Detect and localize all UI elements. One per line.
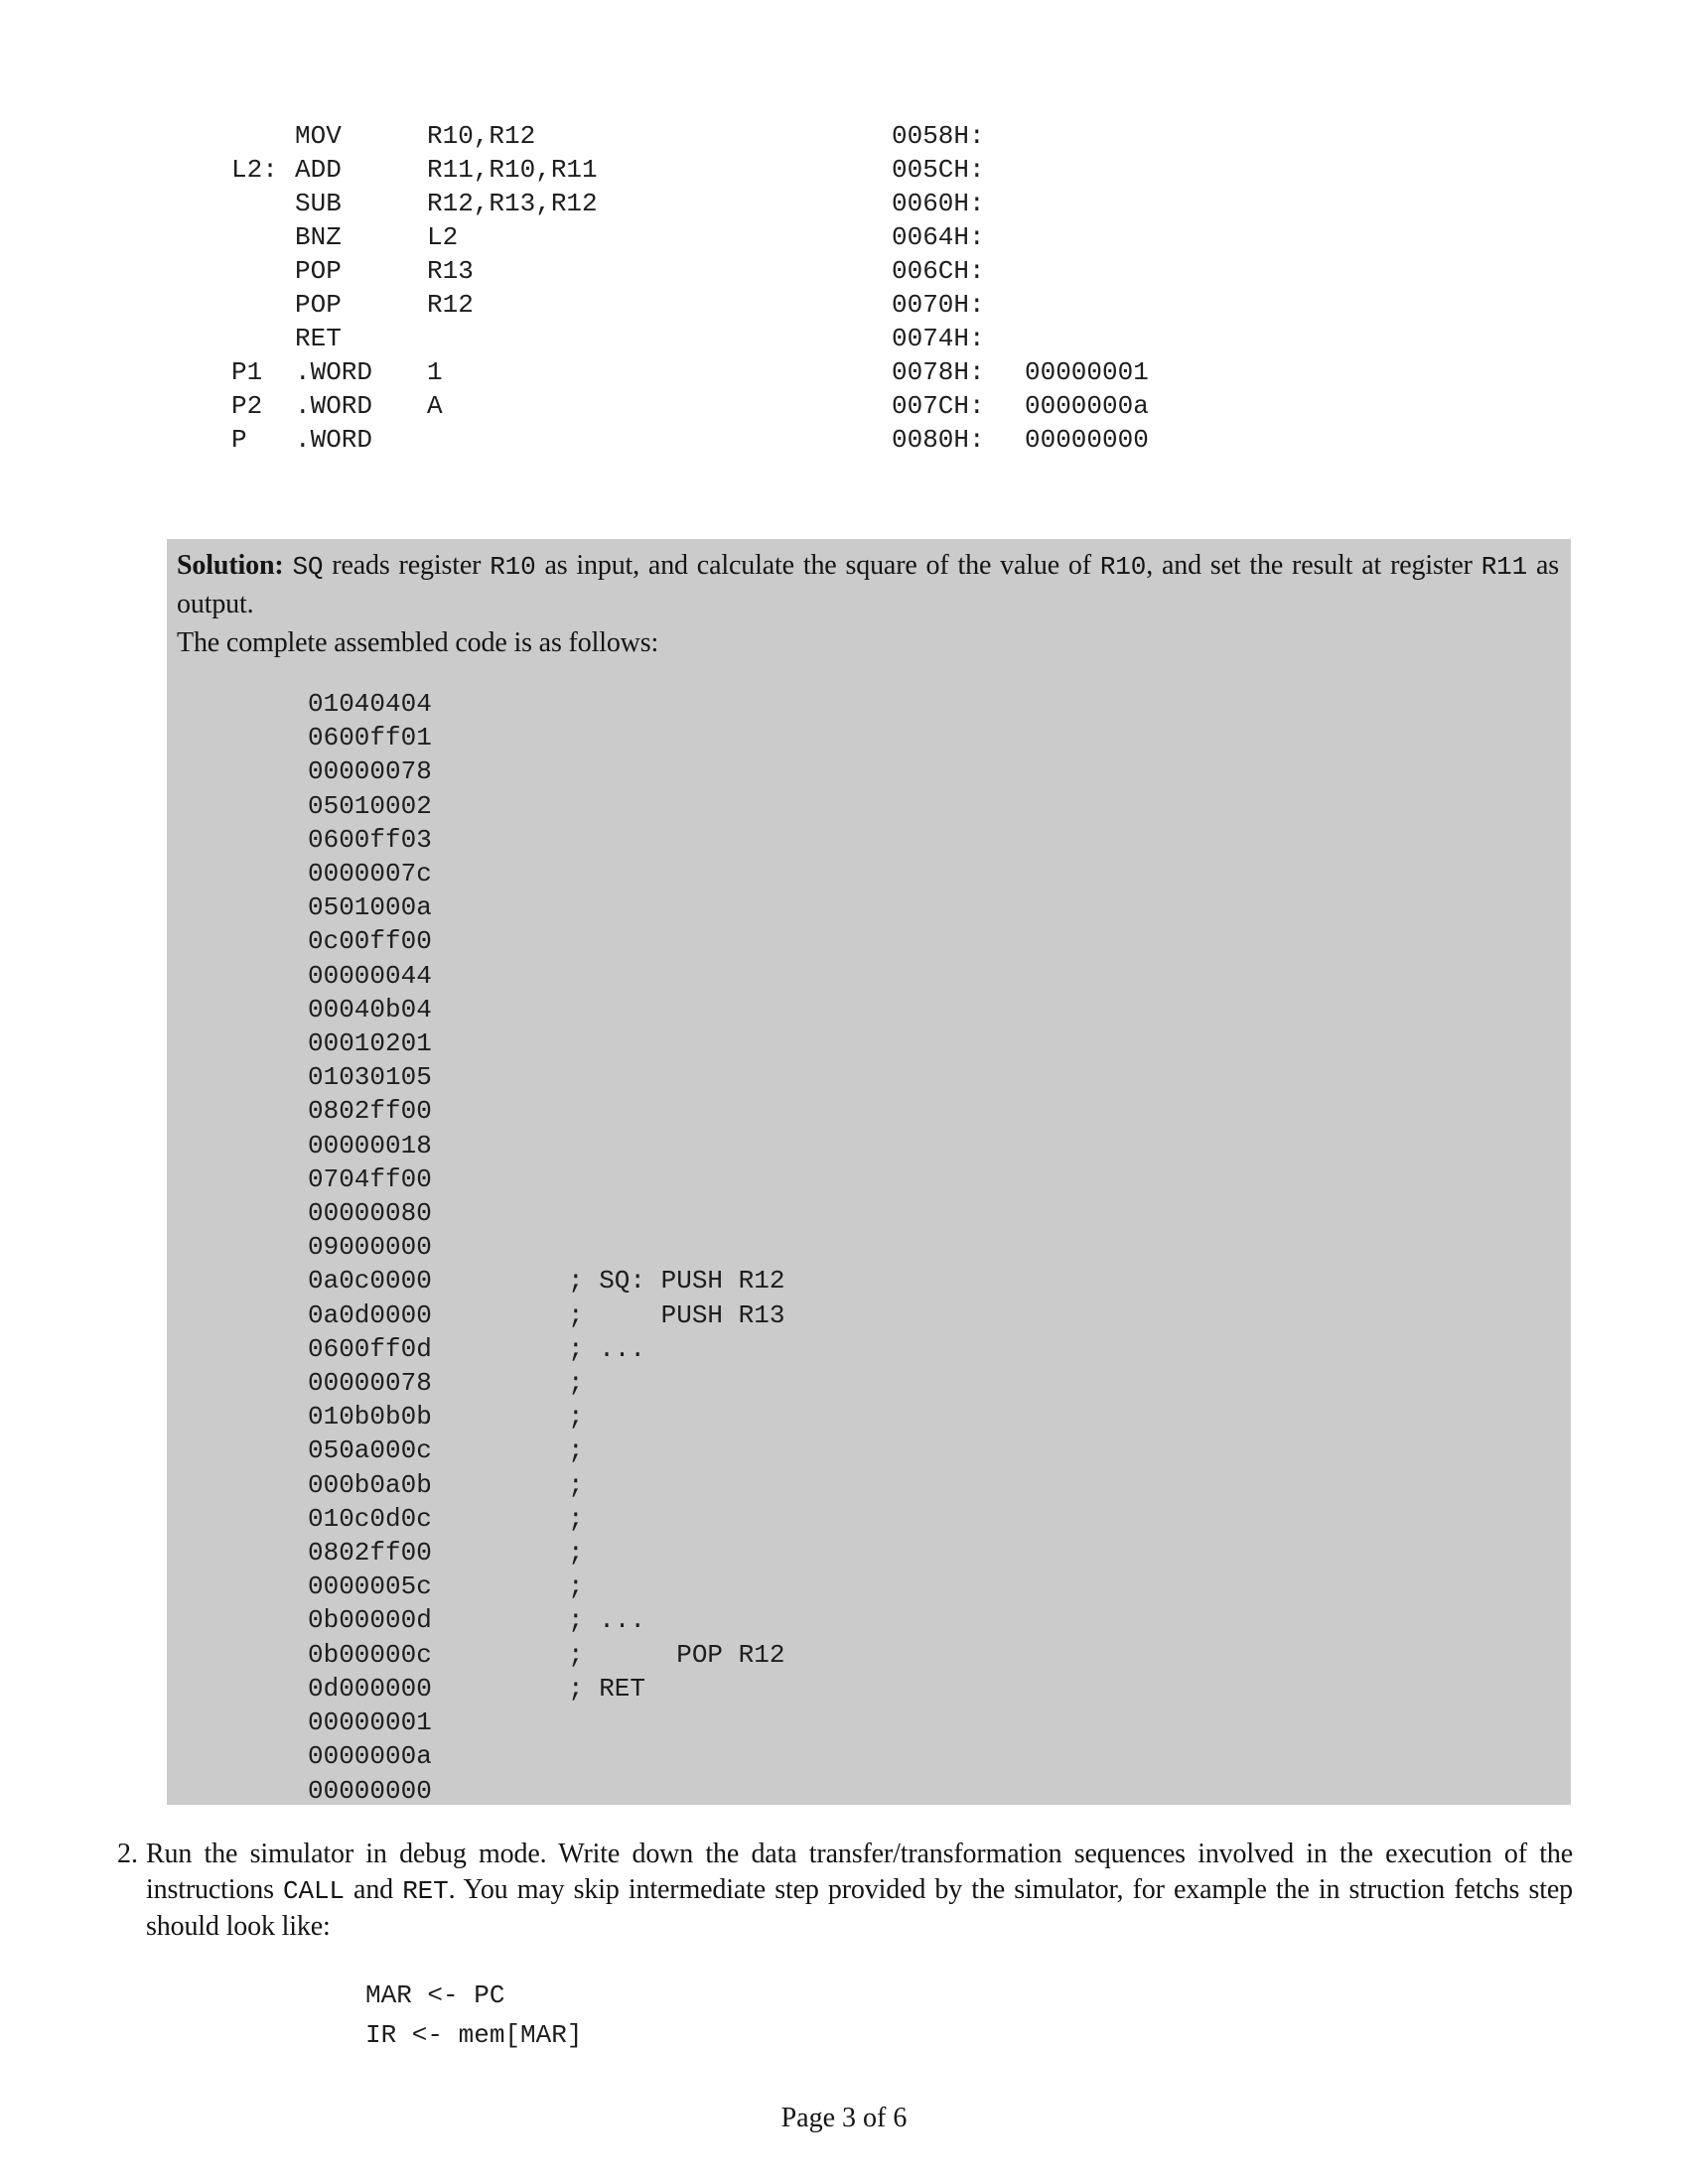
text-run: reads register [323, 550, 491, 581]
text-run: , and set the result at register [1146, 550, 1481, 581]
fetch-code-line: MAR <- PC [365, 1980, 505, 2010]
machine-code-word: 00000001 [308, 1707, 432, 1738]
asm-value: 00000001 [1025, 357, 1149, 387]
machine-code-line [308, 1026, 1559, 1060]
asm-opcode: .WORD [295, 391, 373, 421]
machine-code-word: 010c0d0c [308, 1503, 432, 1534]
assembly-listing [231, 119, 1149, 457]
asm-row [231, 254, 1149, 288]
asm-address: 005CH: [892, 155, 985, 185]
asm-address: 0064H: [892, 222, 985, 252]
machine-code-word: 0000000a [308, 1741, 432, 1772]
page-footer: Page 3 of 6 [780, 2103, 908, 2133]
machine-code-word: 0600ff0d [308, 1333, 432, 1364]
inline-code: R10 [1099, 552, 1147, 582]
asm-address: 0078H: [892, 357, 985, 387]
asm-opcode: POP [295, 290, 342, 320]
machine-code-word: 010b0b0b [308, 1402, 432, 1433]
asm-opcode: MOV [295, 121, 342, 151]
asm-label: L2: [231, 155, 278, 185]
asm-row [231, 220, 1149, 254]
machine-code-line [308, 789, 1559, 823]
asm-value: 00000000 [1025, 425, 1149, 455]
asm-label [231, 288, 295, 322]
asm-operands: R11,R10,R11 [427, 155, 598, 185]
asm-row [231, 389, 1149, 423]
asm-operands [427, 423, 892, 457]
inline-code: RET [402, 1876, 449, 1906]
machine-code-comment: ; ... [568, 1333, 646, 1364]
machine-code-line [308, 1706, 1559, 1739]
machine-code-comment: ; PUSH R13 [568, 1299, 785, 1330]
question-2-number: 2. [117, 1839, 138, 1869]
machine-code-line [308, 1739, 1559, 1773]
machine-code-word: 00000078 [308, 1368, 432, 1399]
asm-row [231, 322, 1149, 355]
asm-opcode: .WORD [295, 357, 373, 387]
asm-operands: 1 [427, 357, 443, 387]
asm-label [231, 187, 295, 220]
asm-label: P1 [231, 357, 263, 387]
machine-code-line [308, 1774, 1559, 1808]
machine-code-line [308, 1638, 1559, 1672]
machine-code-line [308, 1672, 1559, 1706]
machine-code-line [308, 1332, 1559, 1366]
asm-operands: R12 [427, 290, 474, 320]
machine-code-line [308, 1162, 1559, 1196]
asm-value: 0000000a [1025, 391, 1149, 421]
machine-code-word: 00040b04 [308, 994, 432, 1024]
machine-code-word: 0b00000c [308, 1639, 432, 1670]
asm-address: 0080H: [892, 425, 985, 455]
machine-code-word: 0000007c [308, 859, 432, 889]
asm-label [231, 119, 295, 153]
asm-address: 007CH: [892, 391, 985, 421]
machine-code-line [308, 1570, 1559, 1603]
asm-address: 006CH: [892, 256, 985, 286]
machine-code-line [308, 1298, 1559, 1332]
asm-operands: A [427, 391, 443, 421]
machine-code-word: 0a0d0000 [308, 1299, 432, 1330]
asm-row [231, 423, 1149, 457]
asm-operands: R10,R12 [427, 121, 536, 151]
machine-code-line [308, 890, 1559, 924]
fetch-code-line: IR <- mem[MAR] [365, 2020, 583, 2050]
machine-code-line [308, 1264, 1559, 1297]
machine-code-word: 0600ff03 [308, 824, 432, 855]
machine-code-word: 00000018 [308, 1130, 432, 1160]
asm-opcode: SUB [295, 189, 342, 218]
asm-label [231, 254, 295, 288]
inline-code: CALL [283, 1876, 345, 1906]
machine-code-comment: ; [568, 1368, 584, 1399]
machine-code-word: 0704ff00 [308, 1163, 432, 1194]
text-run: Run the simulator in debug mode. Write down the data transfer/transformation sequences involved in the execution of the instructions [146, 1839, 1573, 1905]
machine-code-line [308, 993, 1559, 1026]
asm-label [231, 220, 295, 254]
machine-code-word: 00000080 [308, 1198, 432, 1229]
machine-code-word: 0000005c [308, 1571, 432, 1602]
machine-code-line [308, 1366, 1559, 1400]
text-run: as output. [177, 550, 1560, 619]
asm-operands [427, 322, 892, 355]
asm-opcode: ADD [295, 155, 342, 185]
machine-code-word: 00000078 [308, 756, 432, 787]
machine-code-line [308, 1468, 1559, 1502]
machine-code-comment: ; [568, 1402, 584, 1433]
asm-opcode: BNZ [295, 222, 342, 252]
asm-address: 0074H: [892, 324, 985, 353]
asm-row [231, 119, 1149, 153]
asm-row [231, 187, 1149, 220]
machine-code-comment: ; ... [568, 1605, 646, 1636]
asm-opcode: RET [295, 324, 342, 353]
machine-code-word: 00000000 [308, 1775, 432, 1806]
machine-code-word: 01030105 [308, 1062, 432, 1093]
inline-code: R10 [490, 552, 536, 582]
machine-code-line [308, 1060, 1559, 1094]
machine-code-word: 05010002 [308, 790, 432, 821]
machine-code-comment: ; [568, 1503, 584, 1534]
asm-label: P [231, 425, 247, 455]
solution-paragraph [177, 547, 1559, 622]
solution-intro-line: The complete assembled code is as follows: [177, 627, 659, 658]
fetch-example-code [365, 1976, 582, 2055]
question-2 [117, 1837, 1573, 1945]
machine-code-line [308, 857, 1559, 890]
machine-code-line [308, 823, 1559, 857]
machine-code-comment: ; [568, 1571, 584, 1602]
machine-code-comment: ; SQ: PUSH R12 [568, 1266, 785, 1297]
machine-code-word: 0d000000 [308, 1673, 432, 1704]
inline-code: SQ [292, 552, 324, 582]
asm-operands: R13 [427, 256, 474, 286]
machine-code-word: 00010201 [308, 1028, 432, 1059]
machine-code-line [308, 1400, 1559, 1433]
machine-code-line [308, 1433, 1559, 1467]
machine-code-comment: ; POP R12 [568, 1639, 785, 1670]
machine-code-line [308, 687, 1559, 721]
machine-code-line [308, 1094, 1559, 1128]
machine-code-line [308, 721, 1559, 754]
machine-code-line [308, 1129, 1559, 1162]
asm-label [231, 322, 295, 355]
text-run: as input, and calculate the square of the value of [535, 550, 1100, 581]
machine-code-listing [308, 687, 1559, 1808]
text-run: and [344, 1874, 403, 1905]
machine-code-comment: ; [568, 1435, 584, 1466]
machine-code-word: 01040404 [308, 689, 432, 719]
bold-label: Solution: [177, 550, 284, 581]
machine-code-word: 0802ff00 [308, 1096, 432, 1127]
asm-address: 0060H: [892, 189, 985, 218]
question-2-text [146, 1837, 1573, 1945]
asm-operands: L2 [427, 222, 459, 252]
text-run: . You may skip intermediate step provided by the simulator, for example the in struction fetchs step should look like: [146, 1874, 1573, 1942]
asm-row [231, 288, 1149, 322]
asm-address: 0058H: [892, 121, 985, 151]
asm-address: 0070H: [892, 290, 985, 320]
machine-code-line [308, 754, 1559, 788]
machine-code-word: 000b0a0b [308, 1469, 432, 1500]
machine-code-comment: ; [568, 1469, 584, 1500]
machine-code-word: 00000044 [308, 960, 432, 991]
machine-code-word: 0a0c0000 [308, 1266, 432, 1297]
machine-code-word: 0b00000d [308, 1605, 432, 1636]
machine-code-line [308, 959, 1559, 993]
asm-row [231, 153, 1149, 187]
machine-code-word: 0600ff01 [308, 723, 432, 753]
machine-code-line [308, 1502, 1559, 1536]
asm-opcode: POP [295, 256, 342, 286]
machine-code-line [308, 1196, 1559, 1230]
inline-code: R11 [1480, 552, 1528, 582]
machine-code-word: 050a000c [308, 1435, 432, 1466]
machine-code-comment: ; [568, 1538, 584, 1569]
machine-code-word: 0802ff00 [308, 1538, 432, 1569]
machine-code-word: 0c00ff00 [308, 926, 432, 957]
machine-code-line [308, 924, 1559, 958]
asm-operands: R12,R13,R12 [427, 189, 598, 218]
solution-block [167, 539, 1571, 1805]
machine-code-comment: ; RET [568, 1673, 646, 1704]
asm-label: P2 [231, 391, 263, 421]
machine-code-line [308, 1536, 1559, 1570]
machine-code-word: 0501000a [308, 892, 432, 923]
machine-code-word: 09000000 [308, 1232, 432, 1263]
machine-code-line [308, 1603, 1559, 1637]
machine-code-line [308, 1230, 1559, 1264]
asm-opcode: .WORD [295, 425, 373, 455]
asm-row [231, 355, 1149, 389]
